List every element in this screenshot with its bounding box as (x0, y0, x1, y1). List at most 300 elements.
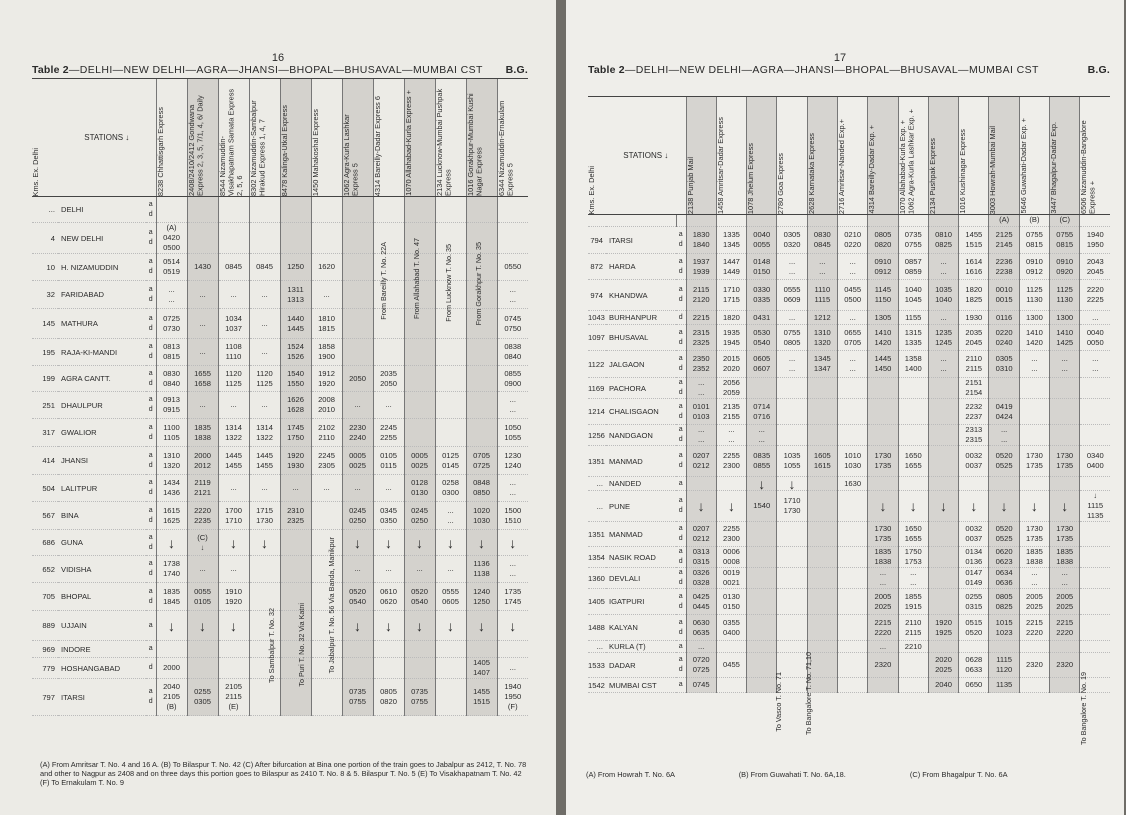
time-value: 1040 1045 (904, 285, 922, 304)
km-value: 705 (32, 583, 58, 611)
time-value: 1835 1838 (1025, 547, 1043, 566)
train-name: 8478 Kalinga-Utkal Express (279, 104, 289, 196)
km-value: 1360 (588, 568, 606, 589)
stations-header-label: STATIONS ↓ (623, 151, 669, 160)
time-cell (404, 339, 435, 366)
time-value: ... (354, 483, 361, 492)
time-value: 2008 2010 (318, 395, 335, 414)
time-cell (497, 658, 528, 679)
arr-dep-markers (676, 311, 686, 325)
time-cell (928, 641, 958, 653)
arr-dep-markers (676, 491, 686, 522)
arr-dep-marker: a (148, 506, 153, 514)
time-value: ... ... (697, 378, 705, 397)
time-cell (156, 583, 187, 611)
time-cell (218, 197, 249, 223)
time-value: 1212 (813, 312, 831, 322)
routing-note: To Sambalpur T. No. 32 (267, 608, 276, 683)
time-value: 1935 1945 (723, 327, 740, 347)
time-cell (686, 399, 716, 425)
time-cell (1019, 477, 1049, 491)
time-cell (989, 325, 1019, 351)
time-value: 0910 0912 (874, 256, 892, 276)
arr-dep-marker: a (678, 479, 683, 487)
time-value: 1310 1320 (813, 327, 831, 347)
arr-dep-marker: a (678, 426, 683, 433)
time-cell (686, 254, 716, 280)
train-name: 1458 Amritsar-Dadar Express (715, 117, 725, 214)
time-cell (218, 447, 249, 475)
time-cell (1019, 378, 1049, 399)
time-value: 0032 0037 (965, 451, 983, 470)
km-value: 1256 (588, 425, 606, 446)
time-value: 1300 (1025, 312, 1043, 322)
time-cell (218, 475, 249, 502)
time-value: ↓ (385, 534, 393, 551)
time-cell (311, 254, 342, 281)
station-row (32, 447, 528, 475)
time-cell (777, 378, 807, 399)
time-cell (989, 678, 1019, 693)
time-value: ... (1092, 312, 1099, 322)
time-cell (249, 339, 280, 366)
time-cell (959, 280, 989, 311)
time-cell (838, 615, 868, 641)
time-cell (716, 477, 746, 491)
time-value: 1730 1735 (1025, 524, 1043, 543)
arr-dep-marker: a (148, 688, 153, 695)
arr-dep-marker: a (148, 423, 153, 431)
time-value: ... (261, 289, 268, 299)
time-value: ... (230, 564, 237, 573)
column-marker: (B) (1029, 215, 1040, 224)
time-cell (1080, 446, 1110, 477)
time-value: 1710 1730 (783, 496, 801, 515)
time-value: 1314 1322 (225, 422, 242, 442)
time-cell (249, 502, 280, 530)
time-cell (959, 491, 989, 522)
arr-dep-marker: d (678, 338, 683, 346)
time-value: 1730 1735 (874, 451, 892, 470)
time-value: 1235 1245 (935, 327, 952, 347)
time-cell (989, 378, 1019, 399)
time-value: 1540 (753, 501, 771, 510)
time-cell (989, 311, 1019, 325)
time-value: 1310 1320 (163, 450, 180, 470)
time-cell (156, 475, 187, 502)
time-value: ↓ (168, 617, 176, 634)
time-cell (686, 615, 716, 641)
time-value: 0207 0212 (692, 524, 710, 543)
time-cell (187, 254, 218, 281)
station-row (32, 475, 528, 502)
time-cell (807, 446, 837, 477)
time-cell (466, 339, 497, 366)
time-cell (928, 325, 958, 351)
time-cell (747, 678, 777, 693)
time-value: 1937 1939 (692, 256, 710, 276)
time-cell (1050, 446, 1080, 477)
time-value: 2110 2115 (965, 354, 982, 373)
time-cell (898, 227, 928, 254)
time-value: 2119 2121 (194, 478, 211, 497)
train-header (404, 79, 435, 197)
column-marker: (C) (1059, 215, 1070, 224)
time-cell (868, 678, 898, 693)
time-cell (928, 280, 958, 311)
time-value: 2210 (904, 641, 922, 651)
time-cell (989, 399, 1019, 425)
time-value: 0857 0859 (904, 256, 922, 276)
time-cell (807, 522, 837, 547)
time-cell (747, 254, 777, 280)
time-cell (156, 392, 187, 419)
time-value: 1445 1455 (256, 450, 273, 470)
time-value: 0305 0310 (995, 354, 1013, 373)
time-value: 2220 2225 (1086, 285, 1104, 304)
time-value: 2245 2305 (318, 450, 335, 470)
time-value: 0055 0105 (194, 586, 211, 606)
time-cell (342, 447, 373, 475)
station-row (32, 223, 528, 254)
arr-dep-marker: a (148, 560, 153, 567)
time-value: 1830 1840 (692, 230, 710, 249)
time-cell (1019, 678, 1049, 693)
arr-dep-markers (676, 641, 686, 653)
time-value: ... (354, 564, 361, 573)
time-cell (156, 641, 187, 658)
time-value: 2320 (1025, 660, 1043, 669)
time-cell (989, 280, 1019, 311)
time-cell (928, 547, 958, 568)
time-cell (311, 392, 342, 419)
time-cell (218, 223, 249, 254)
time-value: 0330 0335 (753, 285, 771, 304)
train-name: 2134 Pushpak Express (927, 137, 937, 214)
station-row (32, 366, 528, 392)
time-cell (959, 477, 989, 491)
train-header (777, 97, 807, 215)
station-name: BHOPAL (58, 583, 146, 611)
arr-dep-markers (146, 475, 156, 502)
table-title (588, 64, 1110, 76)
time-cell (373, 281, 404, 309)
time-cell (156, 309, 187, 339)
time-cell (1019, 522, 1049, 547)
train-name: 2628 Karnataka Express (806, 133, 816, 214)
time-cell (868, 522, 898, 547)
time-cell (898, 351, 928, 378)
time-value: 0245 0250 (349, 505, 366, 525)
time-cell (156, 339, 187, 366)
time-cell (218, 502, 249, 530)
time-cell (249, 281, 280, 309)
time-cell (928, 254, 958, 280)
time-value: 2035 2045 (965, 327, 983, 347)
stations-header (58, 79, 156, 197)
time-cell (959, 378, 989, 399)
arr-dep-marker: a (678, 569, 683, 576)
arr-dep-markers (676, 227, 686, 254)
station-row (32, 556, 528, 583)
time-cell (838, 425, 868, 446)
time-cell (280, 475, 311, 502)
train-header (686, 97, 716, 215)
time-cell (959, 653, 989, 678)
time-cell (747, 491, 777, 522)
time-value: 0845 (256, 262, 273, 271)
train-header (342, 79, 373, 197)
time-cell (342, 339, 373, 366)
time-value: 0530 0540 (753, 327, 771, 347)
arr-dep-marker: d (678, 602, 683, 610)
arr-dep-marker: d (148, 664, 153, 671)
train-header (311, 79, 342, 197)
time-cell (187, 502, 218, 530)
time-cell (747, 641, 777, 653)
time-cell (807, 491, 837, 522)
time-value: ... ... (879, 568, 887, 587)
time-cell (156, 611, 187, 641)
arr-dep-marker: d (148, 210, 153, 218)
time-cell (497, 309, 528, 339)
station-name: AGRA CANTT. (58, 366, 146, 392)
time-value: 2000 (163, 663, 180, 672)
time-cell (1080, 351, 1110, 378)
time-value: 1650 1655 (904, 524, 922, 543)
time-value: 1855 1915 (904, 591, 922, 611)
station-row (588, 325, 1110, 351)
time-value: 2220 2235 (194, 505, 211, 525)
time-cell (777, 311, 807, 325)
time-value: 1650 1655 (904, 451, 922, 470)
time-cell (686, 311, 716, 325)
time-cell (716, 280, 746, 311)
time-cell (838, 280, 868, 311)
time-cell (838, 446, 868, 477)
time-cell (716, 653, 746, 678)
time-cell (280, 611, 311, 641)
time-cell (280, 309, 311, 339)
time-value: 1738 1740 (163, 559, 180, 578)
arr-dep-marker: d (678, 267, 683, 275)
time-cell (218, 530, 249, 556)
time-cell (898, 311, 928, 325)
time-value: ↓ (1061, 498, 1069, 514)
time-cell (466, 658, 497, 679)
time-value: 0255 0315 (965, 591, 983, 611)
time-value: ↓ (1000, 498, 1008, 514)
arr-dep-marker: d (678, 412, 683, 420)
station-row (588, 227, 1110, 254)
time-cell (280, 658, 311, 679)
station-name: HARDA (606, 254, 676, 280)
km-value: 32 (32, 281, 58, 309)
time-cell (435, 641, 466, 658)
time-cell (249, 583, 280, 611)
station-name: NANDGAON (606, 425, 676, 446)
time-cell (156, 419, 187, 447)
footnote-c: (C) From Bhagalpur T. No. 6A (909, 770, 1008, 779)
time-cell (497, 502, 528, 530)
time-cell (716, 615, 746, 641)
time-cell (777, 399, 807, 425)
time-cell (156, 281, 187, 309)
train-header (1050, 97, 1080, 215)
time-cell (373, 392, 404, 419)
time-cell (747, 653, 777, 678)
time-cell (1080, 325, 1110, 351)
time-cell (747, 425, 777, 446)
time-cell (497, 583, 528, 611)
time-cell (249, 366, 280, 392)
time-cell (497, 223, 528, 254)
time-cell (280, 679, 311, 716)
time-value: ↓ (385, 617, 393, 634)
time-cell (898, 653, 928, 678)
time-value: ... ... (447, 505, 454, 525)
time-cell (928, 227, 958, 254)
time-cell (497, 366, 528, 392)
km-value: 1405 (588, 589, 606, 615)
time-cell (1019, 227, 1049, 254)
time-value: 1434 1436 (163, 478, 180, 497)
time-value: 2236 2238 (995, 256, 1013, 276)
time-cell (497, 530, 528, 556)
time-cell (218, 366, 249, 392)
time-value: ... ... (1031, 354, 1038, 373)
train-header (868, 97, 898, 215)
time-cell (466, 366, 497, 392)
time-cell (898, 568, 928, 589)
time-cell (404, 197, 435, 223)
time-value: 0313 0315 (692, 547, 710, 566)
time-value: ... (199, 347, 206, 356)
time-cell (435, 502, 466, 530)
arr-dep-markers (676, 547, 686, 568)
arr-dep-markers (676, 589, 686, 615)
time-value: 0848 0850 (473, 478, 490, 497)
time-value: 0006 0008 (723, 547, 740, 566)
arr-dep-marker: a (148, 645, 153, 652)
arr-dep-markers (146, 419, 156, 447)
time-cell (187, 309, 218, 339)
time-value: 1311 1313 (287, 284, 304, 304)
time-cell (928, 311, 958, 325)
time-cell (716, 227, 746, 254)
arr-dep-marker: d (678, 579, 683, 586)
time-value: 0125 0145 (442, 450, 459, 470)
time-cell (1019, 399, 1049, 425)
km-value: ... (32, 197, 58, 223)
time-cell (249, 419, 280, 447)
time-value: ... (230, 483, 237, 492)
time-cell (1019, 311, 1049, 325)
table-label: Table 2 (32, 64, 69, 76)
train-header (898, 97, 928, 215)
arr-dep-marker: d (678, 666, 683, 673)
time-value: 0838 0840 (504, 342, 522, 361)
time-cell (928, 589, 958, 615)
time-value: 2056 2059 (723, 378, 740, 397)
time-cell (187, 611, 218, 641)
time-cell (497, 475, 528, 502)
train-header (497, 79, 528, 197)
station-row (32, 419, 528, 447)
train-name: 2716 Amritsar-Nanded Exp.+ (837, 118, 846, 214)
time-value: 0032 0037 (965, 524, 983, 543)
arr-dep-marker: d (148, 239, 153, 246)
routing-note: To Bangalore T. No. 71,10 (804, 652, 813, 735)
time-cell (716, 425, 746, 446)
gauge-label: B.G. (1087, 64, 1110, 76)
time-cell (898, 425, 928, 446)
time-cell (342, 641, 373, 658)
time-value: 0040 0055 (753, 230, 771, 249)
station-row (588, 678, 1110, 693)
train-header (1080, 97, 1110, 215)
time-value: 2040 (935, 680, 952, 689)
time-cell (373, 502, 404, 530)
arr-dep-marker: d (148, 698, 153, 705)
time-cell (404, 447, 435, 475)
km-value: 1351 (588, 446, 606, 477)
time-cell (1050, 399, 1080, 425)
time-value: 0855 0900 (504, 368, 522, 388)
time-value: ... (199, 564, 206, 573)
time-cell (1019, 280, 1049, 311)
time-value: ... (447, 564, 454, 573)
arr-dep-markers (676, 568, 686, 589)
time-value: 1858 1900 (318, 342, 335, 361)
time-cell (280, 254, 311, 281)
station-name: ITARSI (58, 679, 146, 716)
train-name: 2134 Lucknow-Mumbai Pushpak Express (434, 88, 453, 196)
time-value: ... ... (788, 354, 796, 373)
time-value: 2255 2300 (723, 524, 740, 543)
km-value: 1043 (588, 311, 606, 325)
routing-note: From Bareilly T. No. 22A (379, 242, 388, 320)
arr-dep-marker: a (678, 231, 683, 238)
km-value: 779 (32, 658, 58, 679)
time-value: 0105 0115 (380, 450, 397, 470)
time-cell (156, 658, 187, 679)
train-header (280, 79, 311, 197)
time-cell (435, 447, 466, 475)
train-header (218, 79, 249, 197)
arr-dep-markers (676, 678, 686, 693)
left-page (0, 0, 556, 815)
time-cell (838, 378, 868, 399)
arr-dep-marker: d (148, 516, 153, 524)
time-cell (1050, 615, 1080, 641)
time-value: ... (292, 483, 299, 492)
time-cell (497, 254, 528, 281)
time-value: 0305 0320 (783, 230, 801, 249)
time-cell (838, 491, 868, 522)
time-cell (156, 530, 187, 556)
time-value: 0455 0500 (844, 285, 862, 304)
time-cell (1080, 399, 1110, 425)
time-cell (989, 351, 1019, 378)
time-cell (1080, 547, 1110, 568)
time-value: ↓ (199, 617, 207, 634)
station-row (588, 653, 1110, 678)
time-cell (928, 522, 958, 547)
arr-dep-marker: d (148, 295, 153, 303)
time-value: 0720 0725 (692, 655, 710, 674)
time-cell (342, 583, 373, 611)
